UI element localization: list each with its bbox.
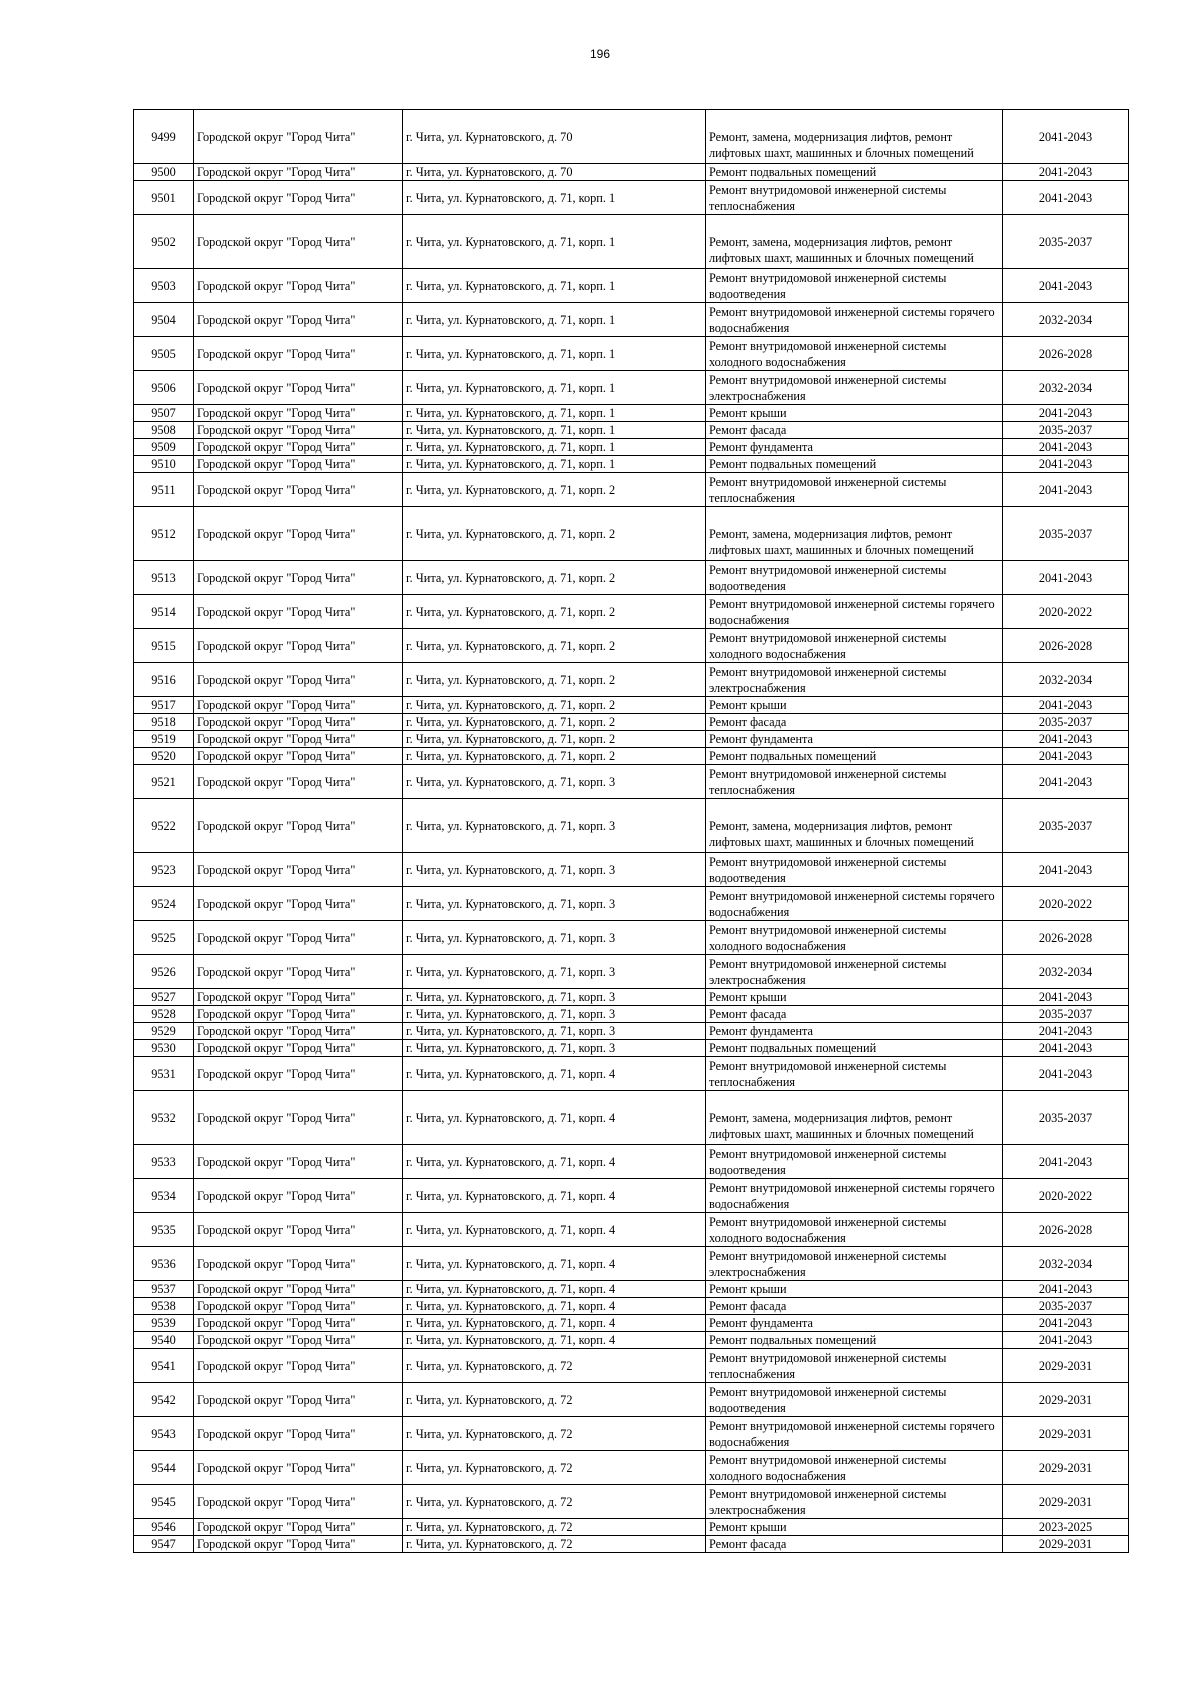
address-cell: г. Чита, ул. Курнатовского, д. 70 (403, 164, 706, 181)
work-type-cell: Ремонт, замена, модернизация лифтов, ремонт лифтовых шахт, машинных и блочных помещений (706, 215, 1003, 269)
table-row (134, 697, 1129, 714)
municipality-cell: Городской округ "Город Чита" (194, 1536, 403, 1553)
municipality-cell: Городской округ "Город Чита" (194, 1485, 403, 1519)
municipality-cell: Городской округ "Город Чита" (194, 1281, 403, 1298)
period-cell: 2041-2043 (1003, 181, 1129, 215)
table-row (134, 765, 1129, 799)
address-cell: г. Чита, ул. Курнатовского, д. 71, корп. 4 (403, 1145, 706, 1179)
table-row (134, 371, 1129, 405)
table-row (134, 1023, 1129, 1040)
table-row (134, 989, 1129, 1006)
period-cell: 2029-2031 (1003, 1451, 1129, 1485)
row-number: 9534 (134, 1179, 194, 1213)
row-number: 9547 (134, 1536, 194, 1553)
table-row (134, 1332, 1129, 1349)
address-cell: г. Чита, ул. Курнатовского, д. 71, корп. 2 (403, 473, 706, 507)
table-row (134, 507, 1129, 561)
period-cell: 2020-2022 (1003, 595, 1129, 629)
work-type-cell: Ремонт внутридомовой инженерной системы электроснабжения (706, 1485, 1003, 1519)
work-type-cell: Ремонт фундамента (706, 731, 1003, 748)
address-cell: г. Чита, ул. Курнатовского, д. 71, корп. 2 (403, 748, 706, 765)
address-cell: г. Чита, ул. Курнатовского, д. 71, корп. 1 (403, 303, 706, 337)
row-number: 9541 (134, 1349, 194, 1383)
address-cell: г. Чита, ул. Курнатовского, д. 71, корп. 4 (403, 1247, 706, 1281)
table-row (134, 215, 1129, 269)
row-number: 9527 (134, 989, 194, 1006)
municipality-cell: Городской округ "Город Чита" (194, 629, 403, 663)
address-cell: г. Чита, ул. Курнатовского, д. 71, корп. 4 (403, 1281, 706, 1298)
period-cell: 2020-2022 (1003, 887, 1129, 921)
row-number: 9514 (134, 595, 194, 629)
work-type-cell: Ремонт внутридомовой инженерной системы электроснабжения (706, 371, 1003, 405)
table-row (134, 1213, 1129, 1247)
municipality-cell: Городской округ "Город Чита" (194, 955, 403, 989)
municipality-cell: Городской округ "Город Чита" (194, 456, 403, 473)
municipality-cell: Городской округ "Город Чита" (194, 799, 403, 853)
municipality-cell: Городской округ "Город Чита" (194, 663, 403, 697)
table-row (134, 439, 1129, 456)
period-cell: 2035-2037 (1003, 714, 1129, 731)
work-type-cell: Ремонт фасада (706, 422, 1003, 439)
address-cell: г. Чита, ул. Курнатовского, д. 71, корп. 3 (403, 853, 706, 887)
repair-schedule-table (133, 109, 1129, 1553)
municipality-cell: Городской округ "Город Чита" (194, 765, 403, 799)
table-row (134, 1006, 1129, 1023)
address-cell: г. Чита, ул. Курнатовского, д. 71, корп. 4 (403, 1057, 706, 1091)
work-type-cell: Ремонт внутридомовой инженерной системы электроснабжения (706, 663, 1003, 697)
municipality-cell: Городской округ "Город Чита" (194, 422, 403, 439)
work-type-cell: Ремонт, замена, модернизация лифтов, ремонт лифтовых шахт, машинных и блочных помещений (706, 1091, 1003, 1145)
period-cell: 2041-2043 (1003, 989, 1129, 1006)
work-type-cell: Ремонт подвальных помещений (706, 1040, 1003, 1057)
period-cell: 2041-2043 (1003, 1332, 1129, 1349)
work-type-cell: Ремонт крыши (706, 1519, 1003, 1536)
table-row (134, 164, 1129, 181)
row-number: 9543 (134, 1417, 194, 1451)
work-type-cell: Ремонт внутридомовой инженерной системы теплоснабжения (706, 1349, 1003, 1383)
period-cell: 2029-2031 (1003, 1485, 1129, 1519)
row-number: 9542 (134, 1383, 194, 1417)
work-type-cell: Ремонт крыши (706, 697, 1003, 714)
period-cell: 2026-2028 (1003, 629, 1129, 663)
row-number: 9510 (134, 456, 194, 473)
address-cell: г. Чита, ул. Курнатовского, д. 71, корп. 4 (403, 1213, 706, 1247)
address-cell: г. Чита, ул. Курнатовского, д. 71, корп. 3 (403, 765, 706, 799)
row-number: 9545 (134, 1485, 194, 1519)
table-row (134, 1091, 1129, 1145)
municipality-cell: Городской округ "Город Чита" (194, 215, 403, 269)
address-cell: г. Чита, ул. Курнатовского, д. 72 (403, 1417, 706, 1451)
work-type-cell: Ремонт фундамента (706, 1315, 1003, 1332)
address-cell: г. Чита, ул. Курнатовского, д. 71, корп. 3 (403, 955, 706, 989)
table-row (134, 1451, 1129, 1485)
table-row (134, 921, 1129, 955)
address-cell: г. Чита, ул. Курнатовского, д. 71, корп. 4 (403, 1332, 706, 1349)
work-type-cell: Ремонт фундамента (706, 439, 1003, 456)
municipality-cell: Городской округ "Город Чита" (194, 1315, 403, 1332)
period-cell: 2029-2031 (1003, 1536, 1129, 1553)
work-type-cell: Ремонт внутридомовой инженерной системы горячего водоснабжения (706, 595, 1003, 629)
municipality-cell: Городской округ "Город Чита" (194, 1091, 403, 1145)
row-number: 9505 (134, 337, 194, 371)
address-cell: г. Чита, ул. Курнатовского, д. 71, корп. 3 (403, 1040, 706, 1057)
address-cell: г. Чита, ул. Курнатовского, д. 71, корп. 4 (403, 1091, 706, 1145)
work-type-cell: Ремонт внутридомовой инженерной системы холодного водоснабжения (706, 1451, 1003, 1485)
period-cell: 2032-2034 (1003, 303, 1129, 337)
municipality-cell: Городской округ "Город Чита" (194, 561, 403, 595)
period-cell: 2041-2043 (1003, 110, 1129, 164)
municipality-cell: Городской округ "Город Чита" (194, 181, 403, 215)
row-number: 9536 (134, 1247, 194, 1281)
municipality-cell: Городской округ "Город Чита" (194, 595, 403, 629)
period-cell: 2035-2037 (1003, 215, 1129, 269)
address-cell: г. Чита, ул. Курнатовского, д. 71, корп. 1 (403, 371, 706, 405)
address-cell: г. Чита, ул. Курнатовского, д. 72 (403, 1485, 706, 1519)
row-number: 9506 (134, 371, 194, 405)
municipality-cell: Городской округ "Город Чита" (194, 1145, 403, 1179)
period-cell: 2032-2034 (1003, 1247, 1129, 1281)
period-cell: 2041-2043 (1003, 164, 1129, 181)
municipality-cell: Городской округ "Город Чита" (194, 269, 403, 303)
table-row (134, 799, 1129, 853)
row-number: 9522 (134, 799, 194, 853)
address-cell: г. Чита, ул. Курнатовского, д. 71, корп. 1 (403, 269, 706, 303)
table-row (134, 1281, 1129, 1298)
table-body (134, 110, 1129, 1553)
municipality-cell: Городской округ "Город Чита" (194, 1349, 403, 1383)
work-type-cell: Ремонт подвальных помещений (706, 748, 1003, 765)
municipality-cell: Городской округ "Город Чита" (194, 697, 403, 714)
period-cell: 2032-2034 (1003, 955, 1129, 989)
row-number: 9519 (134, 731, 194, 748)
municipality-cell: Городской округ "Город Чита" (194, 1417, 403, 1451)
row-number: 9520 (134, 748, 194, 765)
address-cell: г. Чита, ул. Курнатовского, д. 72 (403, 1451, 706, 1485)
address-cell: г. Чита, ул. Курнатовского, д. 71, корп. 3 (403, 921, 706, 955)
address-cell: г. Чита, ул. Курнатовского, д. 71, корп. 1 (403, 215, 706, 269)
table-row (134, 181, 1129, 215)
table-row (134, 1057, 1129, 1091)
table-row (134, 853, 1129, 887)
table-row (134, 629, 1129, 663)
row-number: 9511 (134, 473, 194, 507)
municipality-cell: Городской округ "Город Чита" (194, 507, 403, 561)
page-number: 196 (589, 47, 611, 61)
work-type-cell: Ремонт крыши (706, 1281, 1003, 1298)
row-number: 9516 (134, 663, 194, 697)
period-cell: 2041-2043 (1003, 731, 1129, 748)
work-type-cell: Ремонт внутридомовой инженерной системы холодного водоснабжения (706, 337, 1003, 371)
municipality-cell: Городской округ "Город Чита" (194, 853, 403, 887)
work-type-cell: Ремонт, замена, модернизация лифтов, ремонт лифтовых шахт, машинных и блочных помещений (706, 110, 1003, 164)
address-cell: г. Чита, ул. Курнатовского, д. 71, корп. 1 (403, 405, 706, 422)
work-type-cell: Ремонт фундамента (706, 1023, 1003, 1040)
row-number: 9509 (134, 439, 194, 456)
period-cell: 2035-2037 (1003, 1298, 1129, 1315)
table-row (134, 1315, 1129, 1332)
work-type-cell: Ремонт внутридомовой инженерной системы водоотведения (706, 269, 1003, 303)
row-number: 9529 (134, 1023, 194, 1040)
work-type-cell: Ремонт подвальных помещений (706, 456, 1003, 473)
table-row (134, 269, 1129, 303)
table-row (134, 1519, 1129, 1536)
work-type-cell: Ремонт крыши (706, 989, 1003, 1006)
period-cell: 2041-2043 (1003, 1145, 1129, 1179)
table-row (134, 714, 1129, 731)
table-row (134, 1536, 1129, 1553)
period-cell: 2026-2028 (1003, 1213, 1129, 1247)
municipality-cell: Городской округ "Город Чита" (194, 1057, 403, 1091)
work-type-cell: Ремонт внутридомовой инженерной системы теплоснабжения (706, 1057, 1003, 1091)
work-type-cell: Ремонт внутридомовой инженерной системы водоотведения (706, 1383, 1003, 1417)
table-row (134, 1179, 1129, 1213)
period-cell: 2041-2043 (1003, 269, 1129, 303)
work-type-cell: Ремонт внутридомовой инженерной системы холодного водоснабжения (706, 921, 1003, 955)
period-cell: 2023-2025 (1003, 1519, 1129, 1536)
period-cell: 2041-2043 (1003, 1057, 1129, 1091)
row-number: 9546 (134, 1519, 194, 1536)
row-number: 9525 (134, 921, 194, 955)
row-number: 9518 (134, 714, 194, 731)
row-number: 9535 (134, 1213, 194, 1247)
period-cell: 2041-2043 (1003, 697, 1129, 714)
table-row (134, 1485, 1129, 1519)
address-cell: г. Чита, ул. Курнатовского, д. 71, корп. 4 (403, 1179, 706, 1213)
row-number: 9515 (134, 629, 194, 663)
work-type-cell: Ремонт внутридомовой инженерной системы холодного водоснабжения (706, 1213, 1003, 1247)
address-cell: г. Чита, ул. Курнатовского, д. 71, корп. 2 (403, 561, 706, 595)
work-type-cell: Ремонт внутридомовой инженерной системы водоотведения (706, 561, 1003, 595)
table-row (134, 561, 1129, 595)
row-number: 9507 (134, 405, 194, 422)
work-type-cell: Ремонт внутридомовой инженерной системы горячего водоснабжения (706, 303, 1003, 337)
municipality-cell: Городской округ "Город Чита" (194, 1213, 403, 1247)
municipality-cell: Городской округ "Город Чита" (194, 473, 403, 507)
address-cell: г. Чита, ул. Курнатовского, д. 71, корп. 1 (403, 337, 706, 371)
work-type-cell: Ремонт, замена, модернизация лифтов, ремонт лифтовых шахт, машинных и блочных помещений (706, 799, 1003, 853)
address-cell: г. Чита, ул. Курнатовского, д. 71, корп. 3 (403, 887, 706, 921)
address-cell: г. Чита, ул. Курнатовского, д. 71, корп. 3 (403, 1006, 706, 1023)
work-type-cell: Ремонт внутридомовой инженерной системы холодного водоснабжения (706, 629, 1003, 663)
table-row (134, 1040, 1129, 1057)
municipality-cell: Городской округ "Город Чита" (194, 989, 403, 1006)
address-cell: г. Чита, ул. Курнатовского, д. 71, корп. 1 (403, 181, 706, 215)
row-number: 9540 (134, 1332, 194, 1349)
row-number: 9524 (134, 887, 194, 921)
period-cell: 2041-2043 (1003, 748, 1129, 765)
row-number: 9531 (134, 1057, 194, 1091)
work-type-cell: Ремонт фасада (706, 1298, 1003, 1315)
work-type-cell: Ремонт внутридомовой инженерной системы водоотведения (706, 853, 1003, 887)
period-cell: 2041-2043 (1003, 405, 1129, 422)
period-cell: 2032-2034 (1003, 371, 1129, 405)
municipality-cell: Городской округ "Город Чита" (194, 1298, 403, 1315)
table-row (134, 887, 1129, 921)
address-cell: г. Чита, ул. Курнатовского, д. 72 (403, 1519, 706, 1536)
table-row (134, 456, 1129, 473)
address-cell: г. Чита, ул. Курнатовского, д. 72 (403, 1383, 706, 1417)
work-type-cell: Ремонт внутридомовой инженерной системы электроснабжения (706, 955, 1003, 989)
municipality-cell: Городской округ "Город Чита" (194, 714, 403, 731)
row-number: 9512 (134, 507, 194, 561)
period-cell: 2029-2031 (1003, 1349, 1129, 1383)
municipality-cell: Городской округ "Город Чита" (194, 405, 403, 422)
row-number: 9501 (134, 181, 194, 215)
municipality-cell: Городской округ "Город Чита" (194, 337, 403, 371)
row-number: 9539 (134, 1315, 194, 1332)
municipality-cell: Городской округ "Город Чита" (194, 303, 403, 337)
address-cell: г. Чита, ул. Курнатовского, д. 71, корп. 3 (403, 1023, 706, 1040)
municipality-cell: Городской округ "Город Чита" (194, 887, 403, 921)
table-row (134, 731, 1129, 748)
period-cell: 2041-2043 (1003, 439, 1129, 456)
work-type-cell: Ремонт фасада (706, 1006, 1003, 1023)
address-cell: г. Чита, ул. Курнатовского, д. 71, корп. 4 (403, 1315, 706, 1332)
municipality-cell: Городской округ "Город Чита" (194, 164, 403, 181)
table-row (134, 595, 1129, 629)
table-row (134, 663, 1129, 697)
table-row (134, 473, 1129, 507)
municipality-cell: Городской округ "Город Чита" (194, 1040, 403, 1057)
address-cell: г. Чита, ул. Курнатовского, д. 71, корп. 1 (403, 422, 706, 439)
row-number: 9500 (134, 164, 194, 181)
work-type-cell: Ремонт внутридомовой инженерной системы горячего водоснабжения (706, 1179, 1003, 1213)
work-type-cell: Ремонт внутридомовой инженерной системы электроснабжения (706, 1247, 1003, 1281)
municipality-cell: Городской округ "Город Чита" (194, 1179, 403, 1213)
work-type-cell: Ремонт фасада (706, 714, 1003, 731)
table-row (134, 1383, 1129, 1417)
address-cell: г. Чита, ул. Курнатовского, д. 71, корп. 2 (403, 731, 706, 748)
row-number: 9544 (134, 1451, 194, 1485)
table-row (134, 337, 1129, 371)
period-cell: 2041-2043 (1003, 1023, 1129, 1040)
municipality-cell: Городской округ "Город Чита" (194, 1247, 403, 1281)
row-number: 9499 (134, 110, 194, 164)
row-number: 9517 (134, 697, 194, 714)
row-number: 9504 (134, 303, 194, 337)
municipality-cell: Городской округ "Город Чита" (194, 921, 403, 955)
period-cell: 2041-2043 (1003, 456, 1129, 473)
table-row (134, 748, 1129, 765)
row-number: 9538 (134, 1298, 194, 1315)
municipality-cell: Городской округ "Город Чита" (194, 1451, 403, 1485)
period-cell: 2035-2037 (1003, 799, 1129, 853)
address-cell: г. Чита, ул. Курнатовского, д. 71, корп. 3 (403, 799, 706, 853)
period-cell: 2029-2031 (1003, 1417, 1129, 1451)
address-cell: г. Чита, ул. Курнатовского, д. 71, корп. 3 (403, 989, 706, 1006)
row-number: 9533 (134, 1145, 194, 1179)
row-number: 9523 (134, 853, 194, 887)
municipality-cell: Городской округ "Город Чита" (194, 371, 403, 405)
work-type-cell: Ремонт внутридомовой инженерной системы теплоснабжения (706, 473, 1003, 507)
period-cell: 2026-2028 (1003, 337, 1129, 371)
address-cell: г. Чита, ул. Курнатовского, д. 72 (403, 1536, 706, 1553)
table-row (134, 303, 1129, 337)
period-cell: 2032-2034 (1003, 663, 1129, 697)
period-cell: 2035-2037 (1003, 507, 1129, 561)
table-row (134, 1145, 1129, 1179)
table-row (134, 110, 1129, 164)
work-type-cell: Ремонт подвальных помещений (706, 164, 1003, 181)
row-number: 9530 (134, 1040, 194, 1057)
work-type-cell: Ремонт фасада (706, 1536, 1003, 1553)
table-row (134, 1247, 1129, 1281)
table-row (134, 1417, 1129, 1451)
work-type-cell: Ремонт крыши (706, 405, 1003, 422)
municipality-cell: Городской округ "Город Чита" (194, 439, 403, 456)
address-cell: г. Чита, ул. Курнатовского, д. 70 (403, 110, 706, 164)
municipality-cell: Городской округ "Город Чита" (194, 1519, 403, 1536)
period-cell: 2041-2043 (1003, 1281, 1129, 1298)
period-cell: 2041-2043 (1003, 765, 1129, 799)
period-cell: 2041-2043 (1003, 1315, 1129, 1332)
period-cell: 2026-2028 (1003, 921, 1129, 955)
address-cell: г. Чита, ул. Курнатовского, д. 72 (403, 1349, 706, 1383)
municipality-cell: Городской округ "Город Чита" (194, 748, 403, 765)
address-cell: г. Чита, ул. Курнатовского, д. 71, корп. 2 (403, 714, 706, 731)
address-cell: г. Чита, ул. Курнатовского, д. 71, корп. 2 (403, 507, 706, 561)
period-cell: 2029-2031 (1003, 1383, 1129, 1417)
work-type-cell: Ремонт внутридомовой инженерной системы горячего водоснабжения (706, 887, 1003, 921)
address-cell: г. Чита, ул. Курнатовского, д. 71, корп. 2 (403, 629, 706, 663)
row-number: 9502 (134, 215, 194, 269)
table-row (134, 955, 1129, 989)
address-cell: г. Чита, ул. Курнатовского, д. 71, корп. 2 (403, 697, 706, 714)
table-row (134, 422, 1129, 439)
address-cell: г. Чита, ул. Курнатовского, д. 71, корп. 1 (403, 439, 706, 456)
work-type-cell: Ремонт внутридомовой инженерной системы теплоснабжения (706, 765, 1003, 799)
address-cell: г. Чита, ул. Курнатовского, д. 71, корп. 4 (403, 1298, 706, 1315)
row-number: 9532 (134, 1091, 194, 1145)
municipality-cell: Городской округ "Город Чита" (194, 1383, 403, 1417)
address-cell: г. Чита, ул. Курнатовского, д. 71, корп. 1 (403, 456, 706, 473)
municipality-cell: Городской округ "Город Чита" (194, 1332, 403, 1349)
table-row (134, 1349, 1129, 1383)
period-cell: 2041-2043 (1003, 1040, 1129, 1057)
row-number: 9537 (134, 1281, 194, 1298)
work-type-cell: Ремонт внутридомовой инженерной системы горячего водоснабжения (706, 1417, 1003, 1451)
row-number: 9503 (134, 269, 194, 303)
period-cell: 2041-2043 (1003, 473, 1129, 507)
row-number: 9521 (134, 765, 194, 799)
row-number: 9508 (134, 422, 194, 439)
period-cell: 2041-2043 (1003, 561, 1129, 595)
work-type-cell: Ремонт, замена, модернизация лифтов, ремонт лифтовых шахт, машинных и блочных помещений (706, 507, 1003, 561)
row-number: 9526 (134, 955, 194, 989)
municipality-cell: Городской округ "Город Чита" (194, 731, 403, 748)
period-cell: 2020-2022 (1003, 1179, 1129, 1213)
row-number: 9528 (134, 1006, 194, 1023)
work-type-cell: Ремонт подвальных помещений (706, 1332, 1003, 1349)
period-cell: 2035-2037 (1003, 422, 1129, 439)
address-cell: г. Чита, ул. Курнатовского, д. 71, корп. 2 (403, 595, 706, 629)
table-row (134, 1298, 1129, 1315)
municipality-cell: Городской округ "Город Чита" (194, 1006, 403, 1023)
period-cell: 2035-2037 (1003, 1006, 1129, 1023)
period-cell: 2035-2037 (1003, 1091, 1129, 1145)
municipality-cell: Городской округ "Город Чита" (194, 1023, 403, 1040)
row-number: 9513 (134, 561, 194, 595)
address-cell: г. Чита, ул. Курнатовского, д. 71, корп. 2 (403, 663, 706, 697)
municipality-cell: Городской округ "Город Чита" (194, 110, 403, 164)
table-row (134, 405, 1129, 422)
work-type-cell: Ремонт внутридомовой инженерной системы водоотведения (706, 1145, 1003, 1179)
work-type-cell: Ремонт внутридомовой инженерной системы теплоснабжения (706, 181, 1003, 215)
period-cell: 2041-2043 (1003, 853, 1129, 887)
